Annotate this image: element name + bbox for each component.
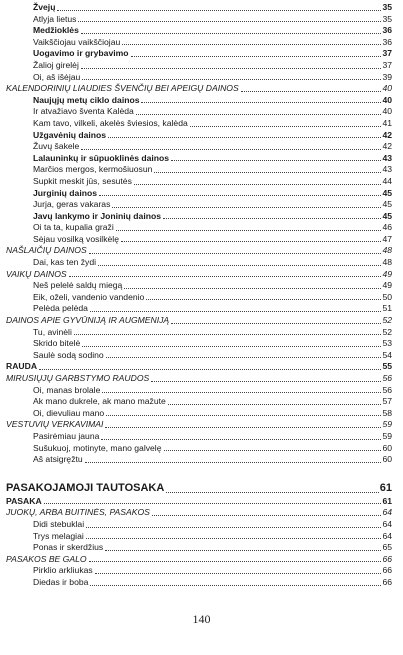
toc-entry-page: 45 bbox=[382, 199, 392, 210]
dot-leader bbox=[134, 184, 381, 185]
toc-entry-page: 64 bbox=[382, 507, 392, 518]
toc-entry-page: 64 bbox=[382, 518, 392, 529]
toc-entry bbox=[6, 565, 392, 577]
toc-entry-page: 59 bbox=[382, 419, 392, 430]
toc-entry-page: 58 bbox=[382, 407, 392, 418]
dot-leader bbox=[122, 44, 381, 45]
toc-entry-title: Skrido bitelė bbox=[33, 338, 81, 349]
toc-entry-page: 66 bbox=[382, 576, 392, 587]
toc-entry-page: 60 bbox=[382, 442, 392, 453]
toc-entry-page: 54 bbox=[382, 349, 392, 360]
toc-entry-page: 64 bbox=[382, 530, 392, 541]
toc-entry bbox=[6, 519, 392, 531]
toc-entry bbox=[6, 443, 392, 455]
toc-entry-page: 55 bbox=[382, 361, 392, 372]
toc-entry-page: 53 bbox=[382, 338, 392, 349]
dot-leader bbox=[171, 323, 381, 324]
table-of-contents bbox=[6, 2, 392, 589]
toc-entry-page: 49 bbox=[382, 280, 392, 291]
dot-leader bbox=[44, 503, 381, 504]
toc-entry-page: 40 bbox=[382, 106, 392, 117]
toc-entry-title: Oi, aš išėjau bbox=[33, 71, 81, 82]
dot-leader bbox=[136, 114, 381, 115]
toc-entry bbox=[6, 454, 392, 466]
toc-entry-page: 60 bbox=[382, 454, 392, 465]
toc-entry bbox=[6, 327, 392, 339]
dot-leader bbox=[131, 56, 381, 57]
toc-entry bbox=[6, 222, 392, 234]
dot-leader bbox=[171, 160, 381, 161]
toc-entry bbox=[6, 176, 392, 188]
toc-entry bbox=[6, 106, 392, 118]
toc-entry-page: 47 bbox=[382, 233, 392, 244]
dot-leader bbox=[101, 439, 381, 440]
toc-entry bbox=[6, 48, 392, 60]
dot-leader bbox=[102, 392, 381, 393]
toc-entry bbox=[6, 118, 392, 130]
toc-entry-title: Naujųjų metų ciklo dainos bbox=[33, 94, 140, 105]
toc-entry bbox=[6, 408, 392, 420]
toc-section-entry bbox=[6, 554, 392, 566]
toc-entry-title: KALENDORINIŲ LIAUDIES ŠVENČIŲ BEI APEIGŲ DAINOS bbox=[6, 83, 239, 94]
toc-entry-page: 40 bbox=[382, 94, 392, 105]
toc-entry bbox=[6, 234, 392, 246]
toc-entry-title: Kam tavo, vilkeli, akelės šviesios, kalėda bbox=[33, 117, 188, 128]
toc-entry-title: Marčios mergos, kermošiuosun bbox=[33, 164, 153, 175]
toc-entry-page: 40 bbox=[382, 83, 392, 94]
dot-leader bbox=[163, 218, 381, 219]
toc-entry bbox=[6, 385, 392, 397]
dot-leader bbox=[85, 462, 381, 463]
toc-entry-title: VAIKŲ DAINOS bbox=[6, 268, 67, 279]
toc-entry-title: Ponas ir skerdžius bbox=[33, 542, 104, 553]
dot-leader bbox=[39, 369, 381, 370]
toc-entry bbox=[6, 292, 392, 304]
dot-leader bbox=[98, 265, 381, 266]
toc-entry-title: MIRUSIŲJŲ GARBSTYMO RAUDOS bbox=[6, 373, 150, 383]
toc-section-entry bbox=[6, 315, 392, 327]
dot-leader bbox=[81, 33, 381, 34]
toc-entry bbox=[6, 338, 392, 350]
toc-entry-page: 66 bbox=[382, 553, 392, 564]
toc-entry-page: 52 bbox=[382, 326, 392, 337]
toc-entry bbox=[6, 199, 392, 211]
toc-entry-page: 48 bbox=[382, 245, 392, 256]
toc-entry-page: 44 bbox=[382, 175, 392, 186]
dot-leader bbox=[106, 357, 381, 358]
dot-leader bbox=[166, 492, 378, 493]
toc-entry bbox=[6, 280, 392, 292]
dot-leader bbox=[151, 381, 381, 382]
toc-entry-title: Sėjau vosilką vosilkėlę bbox=[33, 233, 119, 244]
toc-entry-page: 61 bbox=[379, 481, 392, 494]
toc-entry-title: Pasirėmiau jauna bbox=[33, 430, 100, 441]
toc-entry bbox=[6, 72, 392, 84]
toc-entry bbox=[6, 60, 392, 72]
toc-entry-page: 39 bbox=[382, 71, 392, 82]
toc-entry-page: 48 bbox=[382, 257, 392, 268]
toc-entry bbox=[6, 153, 392, 165]
toc-entry bbox=[6, 542, 392, 554]
dot-leader bbox=[57, 10, 381, 11]
toc-entry-title: DAINOS APIE GYVŪNIJĄ IR AUGMENIJĄ bbox=[6, 315, 170, 326]
toc-entry-page: 35 bbox=[382, 13, 392, 24]
dot-leader bbox=[89, 253, 381, 254]
toc-entry-title: Jurja, geras vakaras bbox=[33, 199, 111, 210]
toc-entry-page: 36 bbox=[382, 25, 392, 36]
dot-leader bbox=[152, 515, 381, 516]
toc-entry bbox=[6, 130, 392, 142]
dot-leader bbox=[82, 346, 381, 347]
toc-entry-title: Žalioj girelėj bbox=[33, 59, 79, 70]
toc-entry-title: Medžioklės bbox=[33, 25, 79, 36]
toc-entry bbox=[6, 25, 392, 37]
toc-entry-title: Dai, kas ten žydi bbox=[33, 257, 97, 268]
toc-entry-title: PASAKOJAMOJI TAUTOSAKA bbox=[6, 481, 165, 494]
dot-leader bbox=[168, 404, 381, 405]
toc-entry-title: Lalauninkų ir sūpuoklinės dainos bbox=[33, 152, 170, 163]
toc-entry-title: RAUDA bbox=[6, 361, 38, 372]
toc-entry-page: 35 bbox=[382, 2, 392, 12]
toc-entry bbox=[6, 396, 392, 408]
toc-entry bbox=[6, 531, 392, 543]
toc-entry bbox=[6, 303, 392, 315]
toc-entry-title: Ak mano dukrele, ak mano mažute bbox=[33, 396, 166, 407]
toc-entry-page: 36 bbox=[382, 36, 392, 47]
toc-entry-title: Didi stebuklai bbox=[33, 518, 85, 529]
toc-entry-title: Diedas ir boba bbox=[33, 576, 89, 587]
dot-leader bbox=[82, 79, 381, 80]
dot-leader bbox=[241, 91, 381, 92]
toc-entry bbox=[6, 37, 392, 49]
dot-leader bbox=[69, 276, 381, 277]
toc-entry-page: 42 bbox=[382, 141, 392, 152]
toc-section-entry bbox=[6, 507, 392, 519]
toc-entry bbox=[6, 431, 392, 443]
toc-entry-title: Oi, manas brolale bbox=[33, 384, 101, 395]
dot-leader bbox=[112, 207, 381, 208]
dot-leader bbox=[95, 573, 381, 574]
toc-entry-page: 61 bbox=[382, 495, 392, 506]
toc-entry-page: 37 bbox=[382, 48, 392, 59]
toc-entry-title: Ir atvažiavo šventa Kalėda bbox=[33, 106, 134, 117]
toc-entry-title: Neš pelelė saldų miegą bbox=[33, 280, 123, 291]
dot-leader bbox=[106, 415, 381, 416]
toc-entry-title: Uogavimo ir grybavimo bbox=[33, 48, 129, 59]
toc-entry-title: VESTUVIŲ VERKAVIMAI bbox=[6, 419, 104, 430]
dot-leader bbox=[146, 299, 381, 300]
toc-entry-title: NAŠLAIČIŲ DAINOS bbox=[6, 245, 87, 256]
dot-leader bbox=[105, 550, 381, 551]
toc-entry-page: 42 bbox=[382, 129, 392, 140]
toc-entry-page: 49 bbox=[382, 268, 392, 279]
toc-entry-page: 51 bbox=[382, 303, 392, 314]
toc-entry-title: Trys melagiai bbox=[33, 530, 84, 541]
dot-leader bbox=[141, 102, 381, 103]
toc-entry-page: 46 bbox=[382, 222, 392, 233]
toc-entry-page: 41 bbox=[382, 117, 392, 128]
toc-entry bbox=[6, 211, 392, 223]
toc-section-entry bbox=[6, 419, 392, 431]
toc-entry-page: 43 bbox=[382, 152, 392, 163]
toc-entry-page: 45 bbox=[382, 187, 392, 198]
dot-leader bbox=[154, 172, 381, 173]
toc-entry bbox=[6, 577, 392, 589]
dot-leader bbox=[108, 137, 381, 138]
toc-entry bbox=[6, 14, 392, 26]
toc-entry-title: Vaikščiojau vaikščiojau bbox=[33, 36, 121, 47]
toc-section-entry bbox=[6, 373, 392, 385]
toc-entry-title: JUOKŲ, ARBA BUITINĖS, PASAKOS bbox=[6, 507, 150, 518]
toc-entry bbox=[6, 2, 392, 14]
dot-leader bbox=[86, 538, 381, 539]
dot-leader bbox=[99, 195, 381, 196]
dot-leader bbox=[74, 334, 381, 335]
toc-entry-page: 52 bbox=[382, 315, 392, 326]
toc-entry-page: 66 bbox=[382, 565, 392, 576]
toc-entry-title: Aš atsigręžtu bbox=[33, 454, 83, 465]
dot-leader bbox=[81, 68, 381, 69]
toc-entry bbox=[6, 188, 392, 200]
toc-entry-title: Oi ta ta, kupalia graži bbox=[33, 222, 114, 233]
dot-leader bbox=[124, 288, 381, 289]
toc-entry bbox=[6, 257, 392, 269]
toc-entry bbox=[6, 164, 392, 176]
toc-entry-title: Pelėda pelėda bbox=[33, 303, 88, 314]
toc-entry-title: Užgavėnių dainos bbox=[33, 129, 107, 140]
toc-entry-page: 43 bbox=[382, 164, 392, 175]
toc-section-entry bbox=[6, 496, 392, 508]
toc-entry-title: Sušukuoj, motinyte, mano galvelę bbox=[33, 442, 162, 453]
toc-entry-title: Oi, dievuliau mano bbox=[33, 407, 105, 418]
toc-entry-page: 59 bbox=[382, 430, 392, 441]
toc-entry-title: Jurginių dainos bbox=[33, 187, 97, 198]
toc-entry-page: 56 bbox=[382, 373, 392, 383]
toc-entry-page: 50 bbox=[382, 291, 392, 302]
toc-entry-title: Atlyja lietus bbox=[33, 13, 77, 24]
dot-leader bbox=[89, 561, 381, 562]
dot-leader bbox=[81, 149, 381, 150]
toc-entry-page: 37 bbox=[382, 59, 392, 70]
toc-section-entry bbox=[6, 269, 392, 281]
toc-entry bbox=[6, 141, 392, 153]
dot-leader bbox=[121, 241, 381, 242]
page-number: 140 bbox=[192, 612, 211, 626]
dot-leader bbox=[78, 21, 381, 22]
toc-section-entry bbox=[6, 480, 392, 496]
toc-section-entry bbox=[6, 83, 392, 95]
toc-entry-page: 45 bbox=[382, 210, 392, 221]
toc-entry-title: Žuvų šakele bbox=[33, 141, 80, 152]
dot-leader bbox=[90, 585, 381, 586]
dot-leader bbox=[105, 427, 381, 428]
toc-entry-title: Pirklio arkliukas bbox=[33, 565, 93, 576]
toc-entry bbox=[6, 350, 392, 362]
toc-entry-title: Tu, avinėli bbox=[33, 326, 72, 337]
toc-entry-page: 65 bbox=[382, 542, 392, 553]
toc-section-entry bbox=[6, 361, 392, 373]
toc-entry-page: 56 bbox=[382, 384, 392, 395]
toc-entry-page: 57 bbox=[382, 396, 392, 407]
dot-leader bbox=[116, 230, 381, 231]
dot-leader bbox=[164, 450, 382, 451]
toc-entry-title: Žvejų bbox=[33, 2, 56, 12]
toc-entry bbox=[6, 95, 392, 107]
toc-entry-title: Eik, oželi, vandenio vandenio bbox=[33, 291, 145, 302]
dot-leader bbox=[86, 527, 381, 528]
toc-entry-title: Supkit meskit jūs, sesutės bbox=[33, 175, 132, 186]
toc-entry-title: Javų lankymo ir Joninių dainos bbox=[33, 210, 161, 221]
dot-leader bbox=[90, 311, 381, 312]
toc-entry-title: PASAKA bbox=[6, 495, 42, 506]
toc-entry-title: PASAKOS BE GALO bbox=[6, 553, 87, 564]
toc-entry-title: Saulė sodą sodino bbox=[33, 349, 104, 360]
toc-spacer bbox=[6, 466, 392, 479]
toc-section-entry bbox=[6, 245, 392, 257]
dot-leader bbox=[190, 126, 381, 127]
